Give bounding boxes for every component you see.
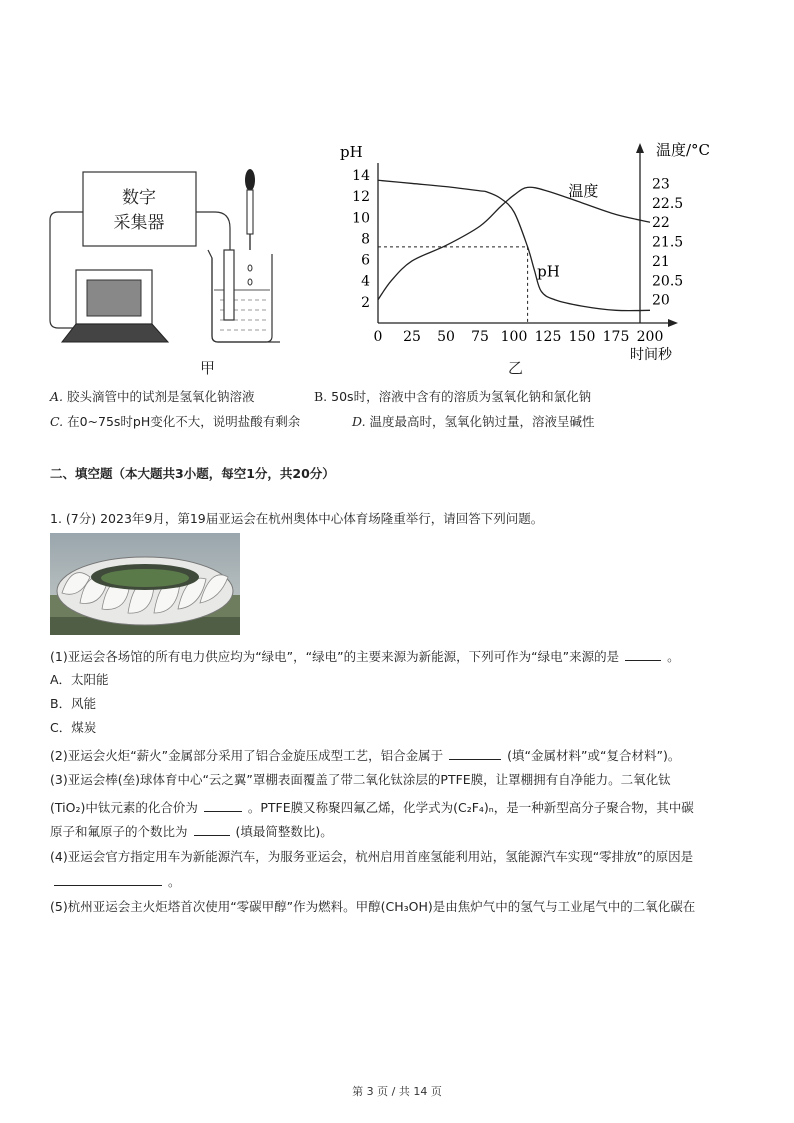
choice-a: A．太阳能 [50,672,109,687]
series-label-ph: pH [537,262,560,281]
question-1-part-2: (2)亚运会火炬“薪火”金属部分采用了铝合金旋压成型工艺，铝合金属于 (填“金属材料”或“复合材料”)。 [50,748,681,763]
data-collector-box [83,172,196,246]
answer-blank-4[interactable] [194,823,230,836]
y-right-tick-label: 20.5 [652,273,684,290]
dropper-icon [245,169,255,285]
choice-b: B．风能 [50,696,97,711]
y-left-tick-label: 10 [352,210,370,227]
x-axis-arrow [668,319,678,327]
answer-blank-1[interactable] [625,648,661,661]
x-tick-label: 150 [568,329,596,345]
ph-temperature-chart [330,135,730,365]
series-ph-line [378,180,650,310]
caption-left: 甲 [200,359,216,377]
y-right-axis-arrow [636,143,644,153]
stadium-photo [50,533,240,635]
series-label-temperature: 温度 [568,182,599,201]
y-left-tick-label: 8 [361,231,370,248]
y-left-tick-label: 4 [361,273,370,290]
question-1-part-1: (1)亚运会各场馆的所有电力供应均为“绿电”，“绿电”的主要来源为新能源，下列可作为“绿电”来源的是 。 [50,649,680,664]
option-b: B. 50s时，溶液中含有的溶质为氢氧化钠和氯化钠 [314,389,592,404]
y-left-tick-label: 14 [352,168,370,184]
y-right-tick-label: 20 [652,292,670,309]
y-right-tick-label: 21.5 [652,234,684,251]
caption-right: 乙 [508,359,524,377]
x-axis-label: 时间秒 [630,347,672,363]
choice-c: C．煤炭 [50,720,97,735]
y-left-tick-label: 2 [361,294,370,311]
series-temperature-line [378,187,650,300]
ph-sensor-probe [224,250,234,320]
question-1-part-4-answer: 。 [50,873,181,890]
option-d: D. 温度最高时，氢氧化钠过量，溶液呈碱性 [352,414,595,429]
y-right-tick-label: 21 [652,253,670,270]
x-tick-label: 25 [403,329,421,345]
x-tick-label: 0 [373,329,383,345]
device-label-2: 采集器 [113,213,165,233]
question-1-part-5: (5)杭州亚运会主火炬塔首次使用“零碳甲醇”作为燃料。甲醇(CH₃OH)是由焦炉气中的氢气与工业尾气中的二氧化碳在 [50,899,696,914]
x-tick-label: 200 [636,329,664,345]
y-left-tick-label: 12 [352,189,370,206]
x-tick-label: 125 [534,329,562,345]
x-tick-label: 175 [602,329,630,345]
option-c: C. 在0~75s时pH变化不大，说明盐酸有剩余 [50,414,301,429]
answer-blank-2[interactable] [449,747,501,760]
x-tick-label: 50 [437,329,455,345]
question-1-part-3b: (TiO₂)中钛元素的化合价为 。PTFE膜又称聚四氟乙烯，化学式为(C₂F₄)ₙ，是一种新型高分子聚合物，其中碳 [50,800,694,815]
question-1-part-3a: (3)亚运会棒(垒)球体育中心“云之翼”罩棚表面覆盖了带二氧化钛涂层的PTFE膜，让罩棚拥有自净能力。二氧化钛 [50,772,671,787]
page-footer: 第 3 页 / 共 14 页 [352,1085,442,1098]
laptop-icon [62,270,168,342]
device-label-1: 数字 [122,188,156,208]
y-right-tick-label: 22 [652,215,670,232]
y-right-tick-label: 23 [652,176,670,193]
y-left-axis-label: pH [340,143,363,161]
y-left-tick-label: 6 [361,252,370,269]
x-tick-label: 75 [471,329,489,345]
question-1-intro: 1. (7分) 2023年9月，第19届亚运会在杭州奥体中心体育场隆重举行，请回答下列问题。 [50,511,544,526]
cable-right [196,212,230,252]
section-title: 二、填空题（本大题共3小题，每空1分，共20分） [50,466,335,481]
beaker-icon [208,250,280,342]
question-1-part-3c: 原子和氟原子的个数比为 (填最简整数比)。 [50,824,333,839]
y-right-tick-label: 22.5 [652,195,684,212]
option-a: A. 胶头滴管中的试剂是氢氧化钠溶液 [50,389,255,404]
x-tick-label: 100 [500,329,528,345]
y-right-axis-label: 温度/°C [656,141,711,159]
answer-blank-3[interactable] [204,799,242,812]
answer-blank-5[interactable] [54,873,162,886]
apparatus-figure [40,150,280,350]
question-1-part-4: (4)亚运会官方指定用车为新能源汽车，为服务亚运会，杭州启用首座氢能利用站，氢能源汽车实现“零排放”的原因是 [50,849,694,864]
